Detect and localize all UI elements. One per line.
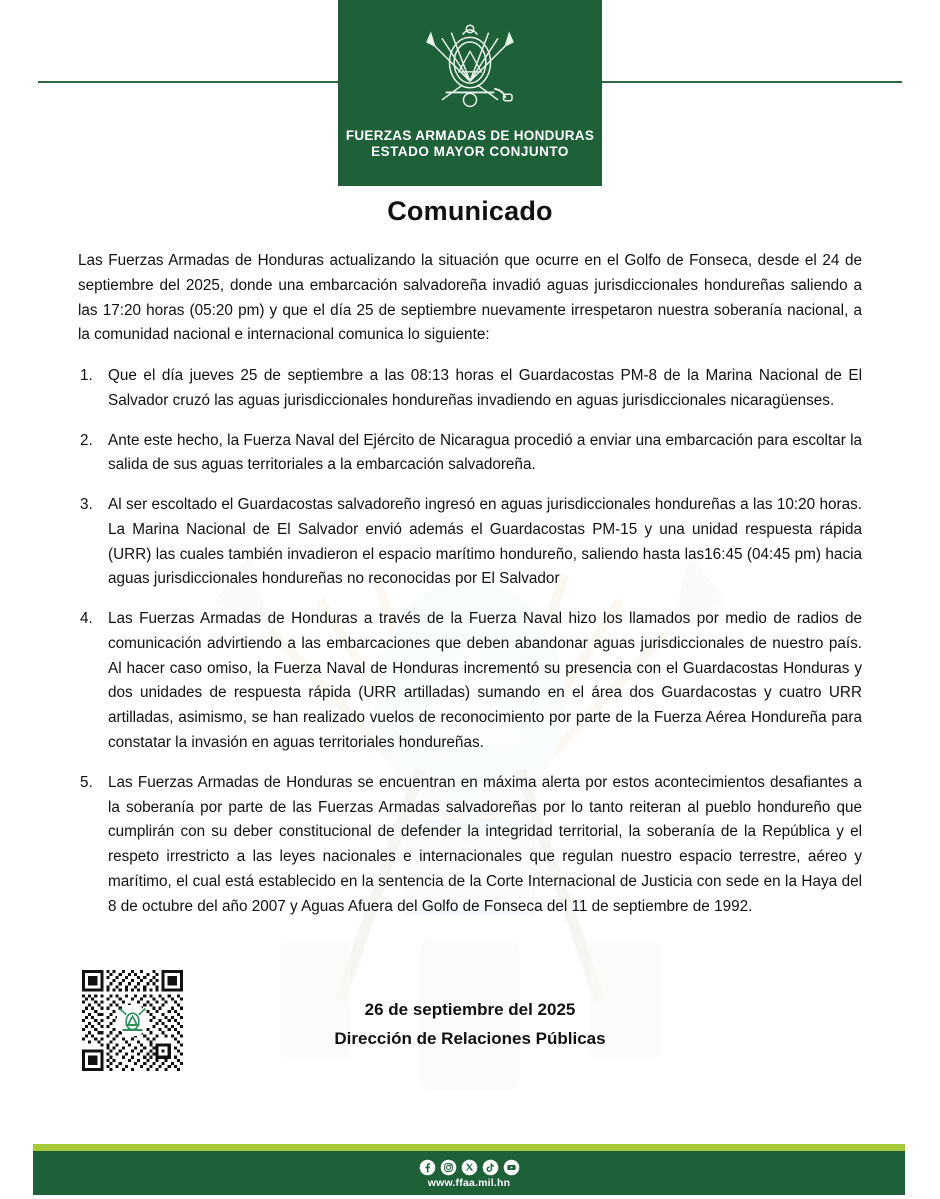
signature-date: 26 de septiembre del 2025 xyxy=(364,1000,576,1019)
list-item: Al ser escoltado el Guardacostas salvadoreño ingresó en aguas jurisdiccionales hondureñas a las 10:20 horas. La Marina Nacional de El Salvador envió además el Guardacostas PM-15 y una unidad respuesta rápida (URR) las cuales también invadieron el espacio marítimo hondureño, saliendo hasta las16:45 (04:45 pm) hacia aguas jurisdiccionales hondureñas no reconocidas por El Salvador xyxy=(108,496,862,588)
page-title: Comunicado xyxy=(387,196,553,226)
institution-banner xyxy=(338,0,602,186)
document-body xyxy=(78,196,862,934)
institution-name xyxy=(346,128,594,161)
signature-area xyxy=(0,960,940,1100)
numbered-item-list xyxy=(78,364,862,919)
youtube-icon[interactable] xyxy=(503,1159,520,1176)
footer-bar xyxy=(33,1151,905,1195)
list-item: Las Fuerzas Armadas de Honduras se encuentran en máxima alerta por estos acontecimientos desafiantes a la soberanía por parte de las Fuerzas Armadas salvadoreñas por lo tanto reiteran al pueblo hondureño que cumplirán con su deber constitucional de defender la integridad territorial, la soberanía de la República y el respeto irrestricto a las leyes nacionales e internacionales que regulan nuestro espacio terrestre, aéreo y marítimo, el cual está establecido en la sentencia de la Corte Internacional de Justicia con sede en la Haya del 8 de octubre del año 2007 y Aguas Afuera del Golfo de Fonseca del 11 de septiembre de 1992. xyxy=(108,773,862,915)
qr-code[interactable] xyxy=(82,970,183,1071)
institution-line-1: FUERZAS ARMADAS DE HONDURAS xyxy=(345,128,595,143)
tiktok-icon[interactable] xyxy=(482,1159,499,1176)
website-url[interactable]: www.ffaa.mil.hn xyxy=(427,1176,511,1189)
social-links-row xyxy=(419,1159,520,1176)
signature-office: Dirección de Relaciones Públicas xyxy=(334,1029,606,1048)
facebook-icon[interactable] xyxy=(419,1159,436,1176)
instagram-icon[interactable] xyxy=(440,1159,457,1176)
x-twitter-icon[interactable] xyxy=(461,1159,478,1176)
list-item: Las Fuerzas Armadas de Honduras a través de la Fuerza Naval hizo los llamados por medio de radios de comunicación advirtiendo a las embarcaciones que deben abandonar aguas jurisdiccionales de nuestro país. Al hacer caso omiso, la Fuerza Naval de Honduras incrementó su presencia con el Guardacostas Honduras y dos unidades de respuesta rápida (URR artilladas) sumando en el área dos Guardacostas y cuatro URR artilladas, asimismo, se han realizado vuelos de reconocimiento por parte de la Fuerza Aérea Hondureña para constatar la invasión en aguas territoriales hondureñas. xyxy=(108,610,862,752)
list-item: Ante este hecho, la Fuerza Naval del Ejército de Nicaragua procedió a enviar una embarcación para escoltar la salida de sus aguas territoriales a la embarcación salvadoreña. xyxy=(108,431,862,474)
institution-line-2: ESTADO MAYOR CONJUNTO xyxy=(371,144,569,160)
intro-paragraph: Las Fuerzas Armadas de Honduras actualizando la situación que ocurre en el Golfo de Fonseca, desde el 24 de septiembre del 2025, donde una embarcación salvadoreña invadió aguas jurisdiccionales hondureñas saliendo a las 17:20 horas (05:20 pm) y que el día 25 de septiembre nuevamente irrespetaron nuestra soberanía nacional, a la comunidad nacional e internacional comunica lo siguiente: xyxy=(78,252,862,344)
footer-accent-strip xyxy=(33,1144,905,1151)
signature-block xyxy=(260,1000,680,1049)
coat-of-arms-emblem-icon xyxy=(414,14,526,126)
list-item: Que el día jueves 25 de septiembre a las 08:13 horas el Guardacostas PM-8 de la Marina Nacional de El Salvador cruzó las aguas jurisdiccionales hondureñas invadiendo en aguas jurisdiccionales nicaragüenses. xyxy=(108,367,862,409)
page-footer xyxy=(33,1144,905,1195)
